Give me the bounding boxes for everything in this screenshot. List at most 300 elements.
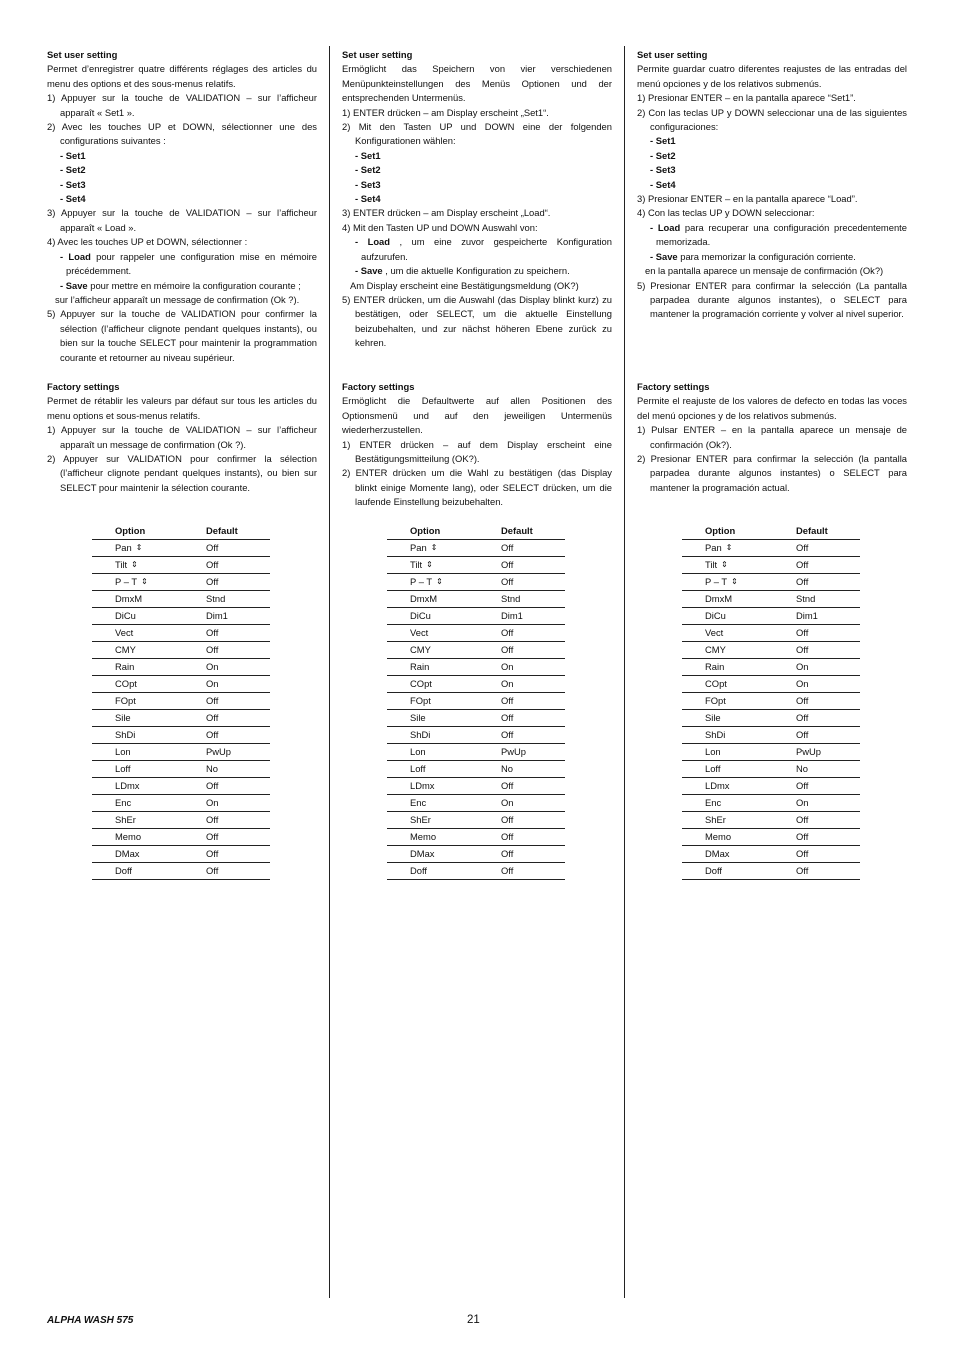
default-value-cell: Stnd [796, 591, 860, 608]
default-value-cell: Off [206, 540, 270, 557]
save-option [47, 279, 317, 293]
save-label: - Save [355, 265, 383, 277]
option-cell [682, 557, 796, 574]
default-value-cell: Off [796, 812, 860, 829]
default-value-cell: Off [206, 557, 270, 574]
option-cell [387, 795, 501, 812]
option-cell [92, 625, 206, 642]
option-cell [92, 642, 206, 659]
step-2: 2) Con las teclas UP y DOWN seleccionar una de las siguientes configuraciones: [637, 106, 907, 133]
factory-step-2: 2) ENTER drücken um die Wahl zu bestätigen (das Display blinkt einige Momente lang), oder SELECT drücken, um die laufende Einstellung beizubehalten. [342, 467, 612, 508]
option-cell [682, 693, 796, 710]
table-row [92, 744, 270, 761]
section-title: Set user setting [47, 49, 118, 60]
option-cell [682, 727, 796, 744]
option-name: ShEr [705, 814, 726, 825]
default-value-cell: On [206, 795, 270, 812]
default-value-cell: Off [501, 846, 565, 863]
default-value-cell: Off [796, 557, 860, 574]
option-cell [387, 863, 501, 880]
table-row [92, 659, 270, 676]
default-value-cell: Off [796, 642, 860, 659]
option-cell [387, 812, 501, 829]
section-title: Set user setting [637, 49, 708, 60]
option-name: Rain [115, 661, 135, 672]
set-option: - Set4 [355, 193, 381, 205]
table-row [682, 557, 860, 574]
default-value-cell: Off [206, 642, 270, 659]
default-value-cell: Off [796, 863, 860, 880]
section-intro: Permet de rétablir les valeurs par défaut sur tous les articles du menu options et sous-menus relatifs. [47, 395, 317, 421]
table-row [387, 659, 565, 676]
option-cell [682, 625, 796, 642]
option-name: ShEr [115, 814, 136, 825]
confirmation-message: Am Display erscheint eine Bestätigungsmeldung (OK?) [350, 279, 579, 291]
option-cell [387, 761, 501, 778]
option-name: Pan [705, 542, 722, 553]
save-description: para memorizar la configuración corriente. [677, 250, 856, 262]
table-row [387, 829, 565, 846]
default-value-cell: Dim1 [206, 608, 270, 625]
load-label: - Load [650, 221, 681, 233]
option-name: Lon [115, 746, 131, 757]
table-row [387, 591, 565, 608]
table-row [387, 710, 565, 727]
table-body [387, 540, 565, 880]
table-row [387, 540, 565, 557]
table-row [387, 744, 565, 761]
step-3: 3) Appuyer sur la touche de VALIDATION – sur l’afficheur apparaît « Load ». [47, 207, 317, 233]
default-value-cell: PwUp [796, 744, 860, 761]
table-row [682, 744, 860, 761]
default-value-cell: Off [206, 574, 270, 591]
table-row [92, 540, 270, 557]
up-down-arrows-icon: ⇕ [725, 543, 733, 552]
user-setting-section [342, 48, 612, 351]
section-intro: Permite el reajuste de los valores de defecto en todas las voces del menú opciones y de los relativos submenús. [637, 395, 907, 421]
table-row [682, 625, 860, 642]
default-value-cell: Off [206, 846, 270, 863]
factory-step-2: 2) Presionar ENTER para confirmar la selección (la pantalla parpadea durante algunos instantes) o SELECT para mantener la programación actual. [637, 453, 907, 493]
defaults-table [387, 523, 565, 880]
table-row [682, 812, 860, 829]
table-row [387, 642, 565, 659]
option-name: Loff [705, 763, 721, 774]
option-cell [682, 574, 796, 591]
table-row [92, 676, 270, 693]
factory-step-1: 1) Pulsar ENTER – en la pantalla aparece un mensaje de confirmación (Ok?). [637, 424, 907, 450]
table-row [682, 863, 860, 880]
table-row [92, 625, 270, 642]
default-value-cell: Off [501, 625, 565, 642]
table-row [682, 659, 860, 676]
table-row [387, 608, 565, 625]
table-row [387, 761, 565, 778]
option-name: Rain [410, 661, 430, 672]
save-option [637, 250, 907, 264]
option-name: Enc [705, 797, 722, 808]
table-row [92, 761, 270, 778]
default-column-header: Default [501, 523, 565, 540]
save-description: , um die aktuelle Konfiguration zu speichern. [382, 265, 570, 277]
option-cell [387, 710, 501, 727]
option-cell [682, 744, 796, 761]
option-name: Sile [705, 712, 721, 723]
table-row [92, 727, 270, 744]
default-column-header: Default [206, 523, 270, 540]
option-name: ShEr [410, 814, 431, 825]
default-value-cell: Off [501, 829, 565, 846]
option-name: COpt [115, 678, 137, 689]
default-value-cell: Off [796, 829, 860, 846]
table-row [682, 829, 860, 846]
up-down-arrows-icon: ⇕ [426, 560, 433, 569]
default-value-cell: On [501, 676, 565, 693]
option-name: CMY [410, 644, 431, 655]
option-cell [92, 846, 206, 863]
product-name: ALPHA WASH 575 [47, 1315, 134, 1326]
up-down-arrows-icon: ⇕ [141, 577, 148, 586]
table-body [682, 540, 860, 880]
default-value-cell: Off [796, 778, 860, 795]
option-name: Vect [410, 627, 429, 638]
table-row [387, 846, 565, 863]
set-option: - Set2 [60, 164, 86, 176]
default-value-cell: Off [501, 863, 565, 880]
load-option [342, 235, 612, 264]
option-name: Tilt [705, 559, 718, 570]
table-row [387, 812, 565, 829]
table-row [92, 557, 270, 574]
default-value-cell: PwUp [206, 744, 270, 761]
option-cell [92, 778, 206, 795]
table-row [682, 846, 860, 863]
option-cell [92, 591, 206, 608]
default-value-cell: Off [206, 863, 270, 880]
option-cell [92, 710, 206, 727]
option-cell [92, 608, 206, 625]
load-option [637, 221, 907, 250]
option-name: DiCu [410, 610, 431, 621]
table-row [387, 863, 565, 880]
step-1: 1) ENTER drücken – am Display erscheint „Set1“. [342, 106, 549, 118]
option-name: COpt [410, 678, 432, 689]
table-row [92, 642, 270, 659]
option-cell [682, 778, 796, 795]
option-cell [682, 608, 796, 625]
option-cell [387, 608, 501, 625]
set-option: - Set3 [60, 178, 86, 190]
save-label: - Save [60, 279, 88, 291]
default-value-cell: Off [796, 710, 860, 727]
default-value-cell: Off [796, 574, 860, 591]
option-name: DMax [410, 848, 435, 859]
factory-settings-section [47, 380, 317, 495]
table-row [92, 812, 270, 829]
default-value-cell: Off [501, 540, 565, 557]
option-name: Memo [410, 831, 437, 842]
table-row [387, 625, 565, 642]
option-cell [387, 625, 501, 642]
save-description: pour mettre en mémoire la configuration courante ; [87, 279, 301, 291]
default-value-cell: Off [206, 710, 270, 727]
table-row [92, 693, 270, 710]
default-value-cell: Dim1 [796, 608, 860, 625]
option-name: Loff [115, 763, 131, 774]
page-number: 21 [467, 1314, 480, 1326]
default-value-cell: On [501, 659, 565, 676]
default-value-cell: Off [796, 625, 860, 642]
option-cell [387, 540, 501, 557]
step-4: 4) Con las teclas UP y DOWN seleccionar: [637, 207, 815, 219]
option-name: Memo [705, 831, 732, 842]
option-cell [682, 829, 796, 846]
option-name: DmxM [410, 593, 438, 604]
table-row [92, 863, 270, 880]
default-value-cell: Off [796, 727, 860, 744]
table-row [92, 846, 270, 863]
default-value-cell: Off [206, 778, 270, 795]
option-cell [92, 574, 206, 591]
table-header-row [387, 523, 565, 540]
default-value-cell: Stnd [501, 591, 565, 608]
option-name: CMY [705, 644, 726, 655]
set-option: - Set4 [650, 178, 676, 190]
option-name: Lon [705, 746, 721, 757]
option-cell [387, 574, 501, 591]
option-cell [387, 557, 501, 574]
option-cell [387, 744, 501, 761]
option-cell [92, 812, 206, 829]
option-name: FOpt [705, 695, 726, 706]
defaults-table [682, 523, 860, 880]
option-cell [682, 676, 796, 693]
default-value-cell: Stnd [206, 591, 270, 608]
option-name: CMY [115, 644, 136, 655]
factory-step-1: 1) ENTER drücken – auf dem Display erscheint eine Bestätigungsmitteilung (OK?). [342, 438, 612, 465]
table-header-row [92, 523, 270, 540]
table-row [682, 642, 860, 659]
step-3: 3) Presionar ENTER – en la pantalla aparece “Load”. [637, 193, 858, 205]
default-value-cell: On [796, 795, 860, 812]
default-value-cell: Off [501, 693, 565, 710]
option-cell [92, 744, 206, 761]
option-cell [387, 829, 501, 846]
option-name: Vect [115, 627, 134, 638]
option-cell [387, 591, 501, 608]
option-name: Tilt [115, 559, 128, 570]
default-value-cell: Off [501, 642, 565, 659]
default-value-cell: No [501, 761, 565, 778]
option-cell [92, 727, 206, 744]
default-value-cell: On [206, 659, 270, 676]
option-cell [682, 642, 796, 659]
option-cell [92, 676, 206, 693]
step-5: 5) ENTER drücken, um die Auswahl (das Display blinkt kurz) zu bestätigen, oder SELECT, um die aktuelle Einstellung beizubehalten, und zur nächst höheren Ebene zurück zu kehren. [342, 293, 612, 349]
option-name: FOpt [410, 695, 431, 706]
default-value-cell: On [796, 676, 860, 693]
default-value-cell: PwUp [501, 744, 565, 761]
option-column-header: Option [682, 523, 796, 540]
table-row [92, 829, 270, 846]
defaults-table [92, 523, 270, 880]
table-row [682, 727, 860, 744]
option-name: LDmx [410, 780, 435, 791]
option-name: ShDi [410, 729, 431, 740]
set-option: - Set1 [60, 149, 86, 161]
factory-settings-section [342, 380, 612, 510]
table-row [682, 540, 860, 557]
option-name: Doff [115, 865, 133, 876]
default-value-cell: Off [796, 540, 860, 557]
option-name: DmxM [115, 593, 143, 604]
option-cell [682, 812, 796, 829]
default-value-cell: Off [206, 625, 270, 642]
set-option: - Set4 [60, 193, 86, 205]
default-value-cell: No [206, 761, 270, 778]
table-row [682, 608, 860, 625]
section-title: Set user setting [342, 49, 413, 60]
table-header-row [682, 523, 860, 540]
set-option: - Set2 [355, 164, 381, 176]
load-option [47, 250, 317, 279]
option-cell [92, 795, 206, 812]
default-value-cell: Off [501, 812, 565, 829]
option-cell [387, 846, 501, 863]
table-row [682, 778, 860, 795]
user-setting-section [47, 48, 317, 365]
load-label: - Load [60, 250, 91, 262]
option-name: COpt [705, 678, 727, 689]
set-option: - Set2 [650, 149, 676, 161]
option-cell [387, 778, 501, 795]
option-name: Sile [115, 712, 131, 723]
option-name: DMax [115, 848, 140, 859]
option-name: DiCu [115, 610, 136, 621]
option-name: LDmx [115, 780, 140, 791]
option-cell [682, 659, 796, 676]
confirmation-message: sur l’afficheur apparaît un message de confirmation (Ok ?). [55, 293, 300, 305]
table-row [92, 795, 270, 812]
option-name: Pan [410, 542, 427, 553]
up-down-arrows-icon: ⇕ [430, 543, 438, 552]
table-row [387, 557, 565, 574]
option-column-header: Option [387, 523, 501, 540]
option-name: Rain [705, 661, 725, 672]
table-row [682, 574, 860, 591]
option-cell [387, 642, 501, 659]
step-4: 4) Mit den Tasten UP und DOWN Auswahl von: [342, 221, 538, 233]
option-name: Loff [410, 763, 426, 774]
option-name: Lon [410, 746, 426, 757]
option-cell [682, 795, 796, 812]
option-name: Enc [410, 797, 427, 808]
default-value-cell: Off [206, 727, 270, 744]
option-cell [92, 557, 206, 574]
load-label: - Load [355, 236, 390, 248]
confirmation-message: en la pantalla aparece un mensaje de confirmación (Ok?) [645, 265, 884, 277]
set-option: - Set1 [355, 149, 381, 161]
table-row [682, 761, 860, 778]
table-row [387, 727, 565, 744]
table-row [92, 710, 270, 727]
up-down-arrows-icon: ⇕ [135, 543, 143, 552]
option-cell [92, 693, 206, 710]
section-intro: Ermöglicht die Defaultwerte auf allen Positionen des Optionsmenü und auf den jeweiligen Untermenüs wiederherzustellen. [342, 395, 612, 436]
default-value-cell: Off [501, 574, 565, 591]
default-column-header: Default [796, 523, 860, 540]
option-cell [92, 659, 206, 676]
step-2: 2) Mit den Tasten UP und DOWN eine der folgenden Konfigurationen wählen: [342, 121, 612, 147]
section-intro: Ermöglicht das Speichern von vier verschiedenen Menüpunkteinstellungen des Menüs Optionen und der entsprechenden Untermenüs. [342, 63, 612, 104]
option-cell [92, 829, 206, 846]
factory-step-2: 2) Appuyer sur VALIDATION pour confirmer la sélection (l’afficheur clignote pendant quelques instants), ou bien sur SELECT pour maintenir la sélection courante. [47, 453, 317, 493]
option-cell [682, 710, 796, 727]
option-name: Enc [115, 797, 132, 808]
default-value-cell: Off [796, 846, 860, 863]
option-cell [682, 540, 796, 557]
section-title: Factory settings [47, 381, 120, 392]
option-name: P – T [115, 576, 138, 587]
default-value-cell: Off [206, 812, 270, 829]
factory-settings-section [637, 380, 907, 495]
table-row [682, 693, 860, 710]
step-3: 3) ENTER drücken – am Display erscheint „Load“. [342, 207, 551, 219]
section-intro: Permet d’enregistrer quatre différents réglages des articles du menu des options et des sous-menus relatifs. [47, 63, 317, 89]
option-cell [387, 659, 501, 676]
table-body [92, 540, 270, 880]
set-option: - Set1 [650, 135, 676, 147]
option-name: Vect [705, 627, 724, 638]
factory-step-1: 1) Appuyer sur la touche de VALIDATION – sur l’afficheur apparaît un message de confirmation (Ok ?). [47, 424, 317, 450]
section-title: Factory settings [342, 381, 415, 392]
option-name: FOpt [115, 695, 136, 706]
user-setting-section [637, 48, 907, 322]
table-row [387, 795, 565, 812]
option-cell [682, 761, 796, 778]
table-row [387, 778, 565, 795]
default-value-cell: Off [206, 829, 270, 846]
set-option: - Set3 [650, 164, 676, 176]
save-label: - Save [650, 250, 678, 262]
default-value-cell: On [796, 659, 860, 676]
option-name: DiCu [705, 610, 726, 621]
option-name: DMax [705, 848, 730, 859]
default-value-cell: Off [796, 693, 860, 710]
table-row [387, 693, 565, 710]
table-row [682, 591, 860, 608]
option-cell [387, 693, 501, 710]
option-name: Memo [115, 831, 142, 842]
option-name: P – T [705, 576, 728, 587]
load-description: pour rappeler une configuration mise en mémoire précédemment. [66, 250, 318, 277]
up-down-arrows-icon: ⇕ [131, 560, 138, 569]
default-value-cell: Off [501, 727, 565, 744]
option-cell [387, 727, 501, 744]
option-column-header: Option [92, 523, 206, 540]
default-value-cell: Dim1 [501, 608, 565, 625]
default-value-cell: On [206, 676, 270, 693]
option-cell [387, 676, 501, 693]
option-name: Tilt [410, 559, 423, 570]
option-name: Sile [410, 712, 426, 723]
default-value-cell: On [501, 795, 565, 812]
table-row [92, 608, 270, 625]
option-cell [682, 863, 796, 880]
step-2: 2) Avec les touches UP et DOWN, sélectionner une des configurations suivantes : [47, 121, 317, 147]
step-5: 5) Appuyer sur la touche de VALIDATION pour confirmer la sélection (l’afficheur clignote pendant quelques instants), ou bien sur la touche SELECT pour maintenir la programmation courante et retourner au niveau supérieur. [47, 308, 317, 363]
step-1: 1) Presionar ENTER – en la pantalla aparece “Set1”. [637, 92, 856, 104]
